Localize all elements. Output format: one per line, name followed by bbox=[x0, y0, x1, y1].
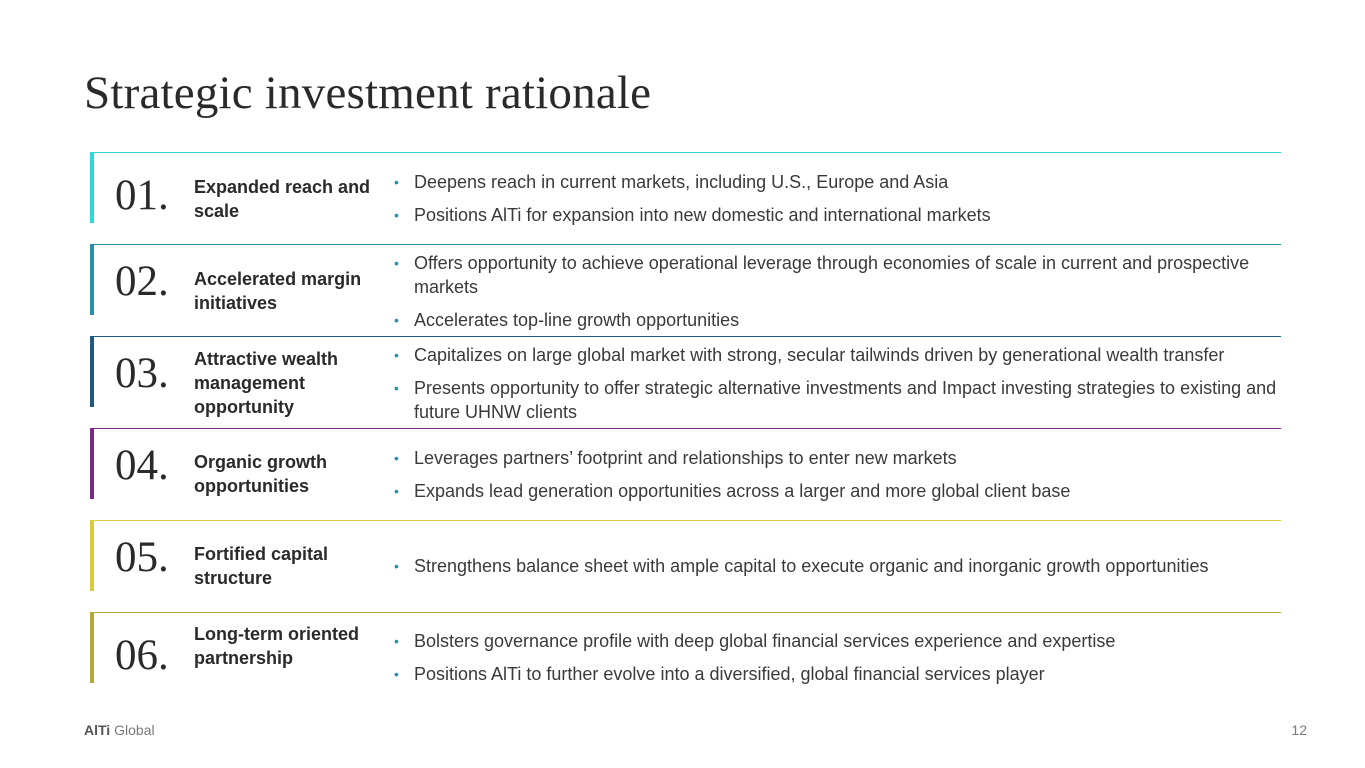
bullet-text: Capitalizes on large global market with strong, secular tailwinds driven by generational wealth transfer bbox=[414, 345, 1225, 365]
bullet-item bbox=[394, 170, 1284, 194]
bullet-dot-icon: • bbox=[394, 174, 399, 190]
brand-name-bold: AlTi bbox=[84, 722, 111, 738]
bullet-dot-icon: • bbox=[394, 483, 399, 499]
bullet-item bbox=[394, 446, 1284, 470]
page-number: 12 bbox=[1291, 722, 1307, 738]
row-bullets bbox=[394, 554, 1284, 578]
bullet-dot-icon: • bbox=[394, 666, 399, 682]
bullet-dot-icon: • bbox=[394, 207, 399, 223]
bullet-dot-icon: • bbox=[394, 633, 399, 649]
bullet-item bbox=[394, 479, 1284, 503]
bullet-text: Strengthens balance sheet with ample capital to execute organic and inorganic growth opportunities bbox=[414, 556, 1209, 576]
bullet-text: Leverages partners’ footprint and relationships to enter new markets bbox=[414, 448, 957, 468]
row-heading: Fortified capital structure bbox=[194, 544, 329, 588]
row-bullets bbox=[394, 251, 1284, 332]
bullet-item bbox=[394, 343, 1284, 367]
bullet-text: Positions AlTi for expansion into new domestic and international markets bbox=[414, 205, 991, 225]
row-accent-bar bbox=[90, 428, 94, 499]
row-heading: Attractive wealth management opportunity bbox=[194, 349, 339, 417]
bullet-text: Bolsters governance profile with deep global financial services experience and expertise bbox=[414, 631, 1116, 651]
row-number: 02. bbox=[115, 258, 169, 305]
bullet-item bbox=[394, 376, 1284, 424]
row-heading: Organic growth opportunities bbox=[194, 452, 328, 496]
bullet-text: Positions AlTi to further evolve into a diversified, global financial services player bbox=[414, 664, 1045, 684]
row-bullets bbox=[394, 446, 1284, 503]
row-accent-bar bbox=[90, 612, 94, 683]
row-heading: Expanded reach and scale bbox=[194, 177, 371, 221]
row-divider bbox=[90, 336, 1281, 337]
row-divider bbox=[90, 612, 1281, 613]
bullet-dot-icon: • bbox=[394, 312, 399, 328]
bullet-dot-icon: • bbox=[394, 558, 399, 574]
row-divider bbox=[90, 244, 1281, 245]
brand-name-rest: Global bbox=[110, 722, 155, 738]
bullet-item bbox=[394, 203, 1284, 227]
row-heading: Long-term oriented partnership bbox=[194, 624, 359, 668]
row-number: 05. bbox=[115, 534, 169, 581]
bullet-dot-icon: • bbox=[394, 450, 399, 466]
row-accent-bar bbox=[90, 244, 94, 315]
bullet-item bbox=[394, 308, 1284, 332]
bullet-text: Expands lead generation opportunities across a larger and more global client base bbox=[414, 481, 1071, 501]
row-divider bbox=[90, 428, 1281, 429]
bullet-dot-icon: • bbox=[394, 380, 399, 396]
row-bullets bbox=[394, 343, 1284, 424]
bullet-item bbox=[394, 629, 1284, 653]
row-accent-bar bbox=[90, 152, 94, 223]
row-number: 01. bbox=[115, 172, 169, 219]
row-accent-bar bbox=[90, 336, 94, 407]
bullet-text: Presents opportunity to offer strategic alternative investments and Impact investing strategies to existing and future UHNW clients bbox=[414, 378, 1277, 422]
row-number: 03. bbox=[115, 350, 169, 397]
row-divider bbox=[90, 152, 1281, 153]
slide-title: Strategic investment rationale bbox=[84, 67, 652, 119]
bullet-dot-icon: • bbox=[394, 255, 399, 271]
bullet-dot-icon: • bbox=[394, 347, 399, 363]
bullet-item bbox=[394, 251, 1284, 299]
bullet-text: Deepens reach in current markets, including U.S., Europe and Asia bbox=[414, 172, 949, 192]
bullet-text: Offers opportunity to achieve operational leverage through economies of scale in current and prospective markets bbox=[414, 253, 1250, 297]
row-accent-bar bbox=[90, 520, 94, 591]
bullet-item bbox=[394, 554, 1284, 578]
footer-logo bbox=[84, 722, 155, 738]
row-number: 04. bbox=[115, 442, 169, 489]
row-divider bbox=[90, 520, 1281, 521]
row-bullets bbox=[394, 629, 1284, 686]
row-heading: Accelerated margin initiatives bbox=[194, 269, 362, 313]
row-number: 06. bbox=[115, 632, 169, 679]
bullet-text: Accelerates top-line growth opportunities bbox=[414, 310, 740, 330]
bullet-item bbox=[394, 662, 1284, 686]
row-bullets bbox=[394, 170, 1284, 227]
